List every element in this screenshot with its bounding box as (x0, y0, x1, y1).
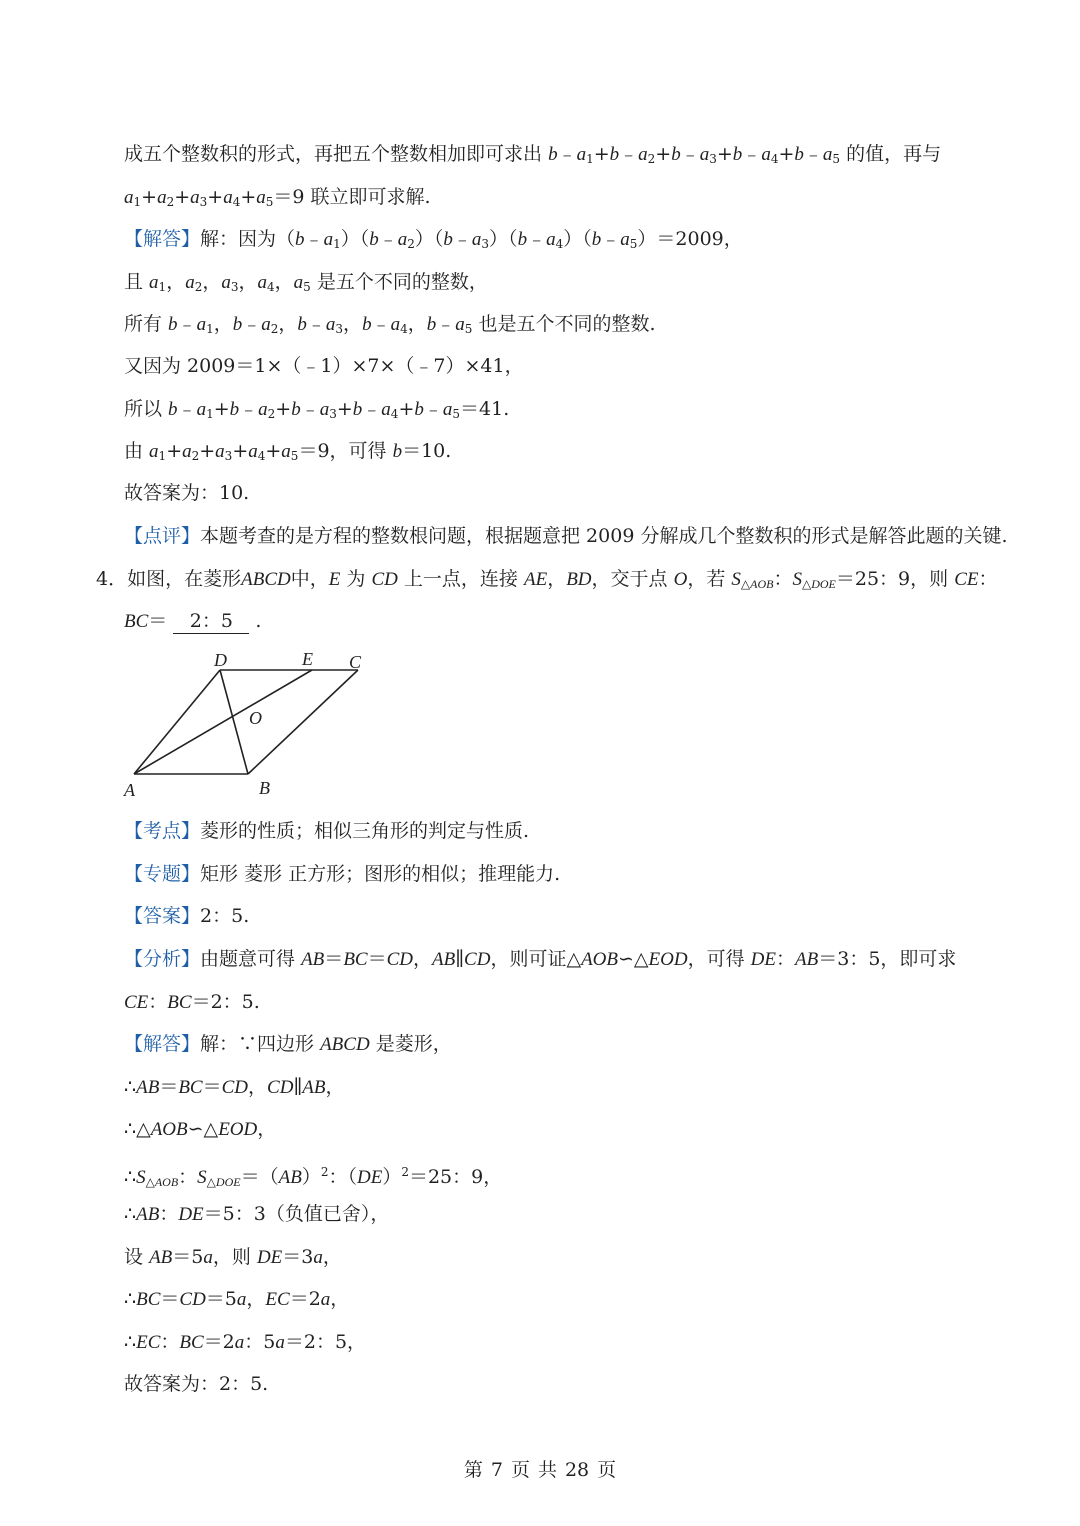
analysis-continuation-line-1: 成五个整数积的形式，再把五个整数相加即可求出 $b﹣a_1+b﹣a_2+b﹣a_3+b﹣a_4+b﹣a_5$ 的值，再与 (124, 143, 942, 166)
solution-tag: 【解答】 (124, 1033, 201, 1055)
q4-solution-line-1: 【解答】解：∵四边形 ABCD 是菱形， (124, 1033, 452, 1055)
q4-solution-line-7: ∴BC＝CD＝5a，EC＝2a， (124, 1288, 350, 1310)
q3-solution-line-6: 由 $a_1+a_2+a_3+a_4+a_5=9$，可得 b＝10. (124, 440, 452, 463)
q4-solution-line-8: ∴EC：BC＝2a：5a＝2：5， (124, 1331, 367, 1353)
q4-solution-line-5: ∴AB：DE＝5：3（负值已舍）， (124, 1203, 390, 1225)
comment-tag: 【点评】 (124, 525, 201, 547)
q3-solution-line-2: 且 $a_1$，$a_2$，$a_3$，$a_4$，$a_5$ 是五个不同的整数， (124, 271, 488, 294)
kaodian-tag: 【考点】 (124, 820, 201, 842)
total-pages: 28 (564, 1459, 590, 1481)
label-d: D (214, 650, 227, 670)
q4-answer: 【答案】2：5. (124, 905, 250, 927)
side-da (134, 670, 220, 774)
q3-solution-line-3: 所有 $b﹣a_1$，$b﹣a_2$，$b﹣a_3$，$b﹣a_4$，$b﹣a_5$ 也是五个不同的整数. (124, 313, 656, 336)
label-e: E (302, 649, 313, 669)
q3-comment: 【点评】本题考查的是方程的整数根问题，根据题意把 2009 分解成几个整数积的形式是解答此题的关键. (124, 525, 1008, 547)
segment-ae (134, 670, 312, 774)
analysis-continuation-line-2: $a_1+a_2+a_3+a_4+a_5=9$ 联立即可求解. (124, 186, 431, 209)
page-number: 7 (490, 1459, 503, 1481)
q4-solution-line-6: 设 AB＝5a，则 DE＝3a， (124, 1246, 342, 1268)
q3-solution-line-7: 故答案为：10. (124, 482, 250, 504)
zhuanti-tag: 【专题】 (124, 863, 201, 885)
q4-stem-line-1: 4．如图，在菱形ABCD中，E 为 CD 上一点，连接 AE，BD，交于点 O，若 $S_{\triangle AOB}$：$S_{\triangle DOE}=25$：9，则 CE： (96, 568, 998, 591)
q4-solution-line-4: $\therefore S_{\triangle AOB}$：$S_{\triangle DOE}=(AB)^2$：（DE）$^2$＝25：9， (124, 1165, 503, 1189)
answer-tag: 【答案】 (124, 905, 201, 927)
q4-solution-line-2: ∴AB＝BC＝CD，CD∥AB， (124, 1076, 345, 1098)
label-a: A (124, 780, 135, 800)
solution-tag: 【解答】 (124, 228, 201, 250)
q4-stem-line-2: BC＝ 2：5 . (124, 610, 262, 632)
answer-blank: 2：5 (173, 609, 249, 634)
rhombus-figure (118, 644, 380, 804)
label-c: C (349, 652, 362, 672)
q4-analysis-line-2: CE：BC＝2：5. (124, 991, 260, 1013)
q4-solution-line-9: 故答案为：2：5. (124, 1373, 269, 1395)
q3-solution-line-4: 又因为 2009＝1×（﹣1）×7×（﹣7）×41， (124, 355, 524, 377)
side-bc (248, 670, 358, 774)
q3-solution-line-5: 所以 $b﹣a_1+b﹣a_2+b﹣a_3+b﹣a_4+b﹣a_5=41$. (124, 398, 510, 421)
label-o: O (249, 708, 262, 728)
q4-solution-line-3: ∴△AOB∽△EOD， (124, 1118, 277, 1140)
q3-solution-line-1: 【解答】解：因为$(b﹣a_1)(b﹣a_2)(b﹣a_3)(b﹣a_4)(b﹣a_5)=2009$， (124, 228, 743, 251)
label-b: B (259, 778, 270, 798)
page-footer: 第 7 页 共 28 页 (463, 1459, 617, 1481)
question-number: 4． (96, 568, 128, 590)
q4-analysis-line-1: 【分析】由题意可得 AB＝BC＝CD，AB∥CD，则可证△AOB∽△EOD，可得 DE：AB＝3：5，即可求 (124, 948, 957, 970)
q4-kaodian: 【考点】菱形的性质；相似三角形的判定与性质. (124, 820, 530, 842)
q4-zhuanti: 【专题】矩形 菱形 正方形；图形的相似；推理能力. (124, 863, 561, 885)
analysis-tag: 【分析】 (124, 948, 201, 970)
